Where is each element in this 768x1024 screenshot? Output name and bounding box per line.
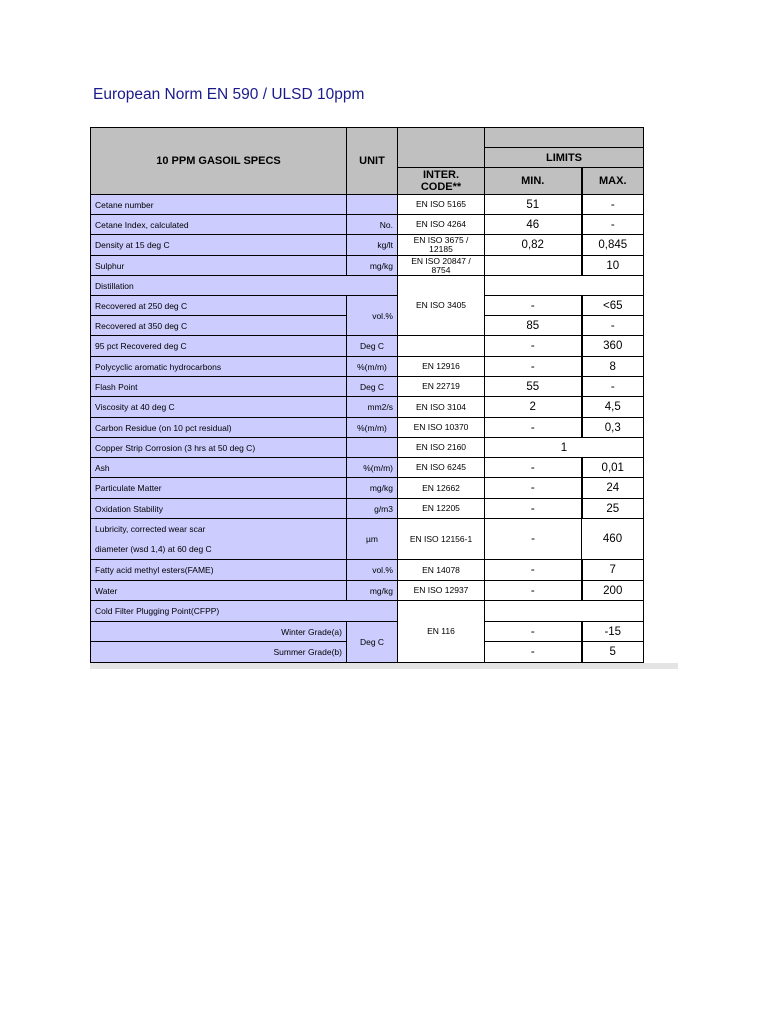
max-cell: - xyxy=(582,215,644,235)
param-cell: Fatty acid methyl esters(FAME) xyxy=(91,560,347,581)
table-row xyxy=(91,438,644,458)
table-row xyxy=(91,581,644,601)
unit-cell: %(m/m) xyxy=(347,458,398,478)
max-cell: -15 xyxy=(582,622,644,642)
max-cell: 0,845 xyxy=(582,235,644,256)
min-cell: - xyxy=(485,296,582,316)
max-cell: - xyxy=(582,195,644,215)
header-blank xyxy=(485,128,644,148)
unit-cell: Deg C xyxy=(347,336,398,357)
table-row xyxy=(91,458,644,478)
unit-cell: g/m3 xyxy=(347,499,398,519)
max-cell: 360 xyxy=(582,336,644,357)
unit-cell: kg/lt xyxy=(347,235,398,256)
max-cell: 460 xyxy=(582,519,644,560)
lubricity-line1: Lubricity, corrected wear scar xyxy=(95,524,206,534)
table-row xyxy=(91,215,644,235)
min-cell xyxy=(485,256,582,276)
header-limits: LIMITS xyxy=(485,148,644,168)
header-min: MIN. xyxy=(485,168,582,195)
min-cell: 55 xyxy=(485,377,582,397)
table-row xyxy=(91,418,644,438)
min-cell: - xyxy=(485,357,582,377)
header-code-blank xyxy=(398,128,485,168)
table-row xyxy=(91,377,644,397)
specs-table xyxy=(90,127,644,663)
min-cell: 46 xyxy=(485,215,582,235)
param-cell: Particulate Matter xyxy=(91,478,347,499)
min-cell: - xyxy=(485,418,582,438)
min-cell: - xyxy=(485,519,582,560)
code-cell: EN ISO 12156-1 xyxy=(398,519,485,560)
distillation-label: Distillation xyxy=(91,276,398,296)
code-cell: EN ISO 3405 xyxy=(398,276,485,336)
param-cell: Density at 15 deg C xyxy=(91,235,347,256)
table-shadow xyxy=(90,663,678,669)
code-cell: EN 14078 xyxy=(398,560,485,581)
max-cell: 0,01 xyxy=(582,458,644,478)
unit-cell: %(m/m) xyxy=(347,418,398,438)
code-cell: EN ISO 4264 xyxy=(398,215,485,235)
table-row xyxy=(91,336,644,357)
unit-cell: mm2/s xyxy=(347,397,398,418)
param-cell: Cetane Index, calculated xyxy=(91,215,347,235)
table-row xyxy=(91,235,644,256)
min-cell: 2 xyxy=(485,397,582,418)
param-cell: Viscosity at 40 deg C xyxy=(91,397,347,418)
max-cell: 10 xyxy=(582,256,644,276)
param-cell: Carbon Residue (on 10 pct residual) xyxy=(91,418,347,438)
max-cell: - xyxy=(582,377,644,397)
table-row xyxy=(91,519,644,560)
table-row xyxy=(91,622,644,642)
header-row xyxy=(91,128,644,148)
unit-cell: mg/kg xyxy=(347,581,398,601)
min-cell: 0,82 xyxy=(485,235,582,256)
param-cell: Summer Grade(b) xyxy=(91,642,347,663)
param-cell: Ash xyxy=(91,458,347,478)
header-unit: UNIT xyxy=(347,128,398,195)
header-code: INTER. CODE** xyxy=(398,168,485,195)
table-row xyxy=(91,357,644,377)
unit-cell: µm xyxy=(347,519,398,560)
min-cell: - xyxy=(485,560,582,581)
param-cell: Recovered at 350 deg C xyxy=(91,316,347,336)
code-cell: EN ISO 12937 xyxy=(398,581,485,601)
param-cell: Copper Strip Corrosion (3 hrs at 50 deg C) xyxy=(91,438,347,458)
min-cell: - xyxy=(485,478,582,499)
param-cell xyxy=(91,519,347,560)
min-cell: - xyxy=(485,642,582,663)
code-cell: EN 22719 xyxy=(398,377,485,397)
param-cell: Polycyclic aromatic hydrocarbons xyxy=(91,357,347,377)
unit-cell: No. xyxy=(347,215,398,235)
max-cell: 7 xyxy=(582,560,644,581)
param-cell: Water xyxy=(91,581,347,601)
unit-cell: mg/kg xyxy=(347,256,398,276)
min-cell: - xyxy=(485,458,582,478)
code-cell: EN 12916 xyxy=(398,357,485,377)
max-cell: 24 xyxy=(582,478,644,499)
param-cell: 95 pct Recovered deg C xyxy=(91,336,347,357)
cfpp-label: Cold Filter Plugging Point(CFPP) xyxy=(91,601,398,622)
blank-cell xyxy=(485,276,644,296)
param-cell: Cetane number xyxy=(91,195,347,215)
code-cell: EN ISO 3675 / 12185 xyxy=(398,235,485,256)
param-cell: Recovered at 250 deg C xyxy=(91,296,347,316)
unit-cell xyxy=(347,438,398,458)
code-cell: EN 12662 xyxy=(398,478,485,499)
unit-cell: Deg C xyxy=(347,377,398,397)
unit-cell: Deg C xyxy=(347,622,398,663)
table-row xyxy=(91,296,644,316)
min-cell: 85 xyxy=(485,316,582,336)
param-cell: Oxidation Stability xyxy=(91,499,347,519)
max-cell: 25 xyxy=(582,499,644,519)
max-cell: 200 xyxy=(582,581,644,601)
table-row xyxy=(91,499,644,519)
min-cell: 51 xyxy=(485,195,582,215)
max-cell: <65 xyxy=(582,296,644,316)
code-cell: EN 12205 xyxy=(398,499,485,519)
max-cell: 5 xyxy=(582,642,644,663)
code-cell: EN ISO 2160 xyxy=(398,438,485,458)
blank-cell xyxy=(485,601,644,622)
code-cell: EN ISO 3104 xyxy=(398,397,485,418)
min-cell: - xyxy=(485,499,582,519)
lubricity-line2: diameter (wsd 1,4) at 60 deg C xyxy=(95,544,212,554)
code-cell: EN ISO 5165 xyxy=(398,195,485,215)
table-row xyxy=(91,397,644,418)
param-cell: Sulphur xyxy=(91,256,347,276)
table-row xyxy=(91,601,644,622)
unit-cell xyxy=(347,195,398,215)
table-row xyxy=(91,276,644,296)
max-cell: - xyxy=(582,316,644,336)
code-cell: EN ISO 6245 xyxy=(398,458,485,478)
max-cell: 4,5 xyxy=(582,397,644,418)
page-title: European Norm EN 590 / ULSD 10ppm xyxy=(93,86,365,103)
param-cell: Winter Grade(a) xyxy=(91,622,347,642)
unit-cell: mg/kg xyxy=(347,478,398,499)
table-row xyxy=(91,560,644,581)
code-cell xyxy=(398,336,485,357)
min-cell: - xyxy=(485,622,582,642)
min-cell: - xyxy=(485,581,582,601)
unit-cell: vol.% xyxy=(347,296,398,336)
code-cell: EN ISO 20847 / 8754 xyxy=(398,256,485,276)
table-row xyxy=(91,256,644,276)
header-max: MAX. xyxy=(582,168,644,195)
code-cell: EN ISO 10370 xyxy=(398,418,485,438)
table-row xyxy=(91,195,644,215)
unit-cell: %(m/m) xyxy=(347,357,398,377)
value-cell: 1 xyxy=(485,438,644,458)
param-cell: Flash Point xyxy=(91,377,347,397)
unit-cell: vol.% xyxy=(347,560,398,581)
header-spec: 10 PPM GASOIL SPECS xyxy=(91,128,347,195)
max-cell: 0,3 xyxy=(582,418,644,438)
code-cell: EN 116 xyxy=(398,601,485,663)
max-cell: 8 xyxy=(582,357,644,377)
table-row xyxy=(91,478,644,499)
min-cell: - xyxy=(485,336,582,357)
